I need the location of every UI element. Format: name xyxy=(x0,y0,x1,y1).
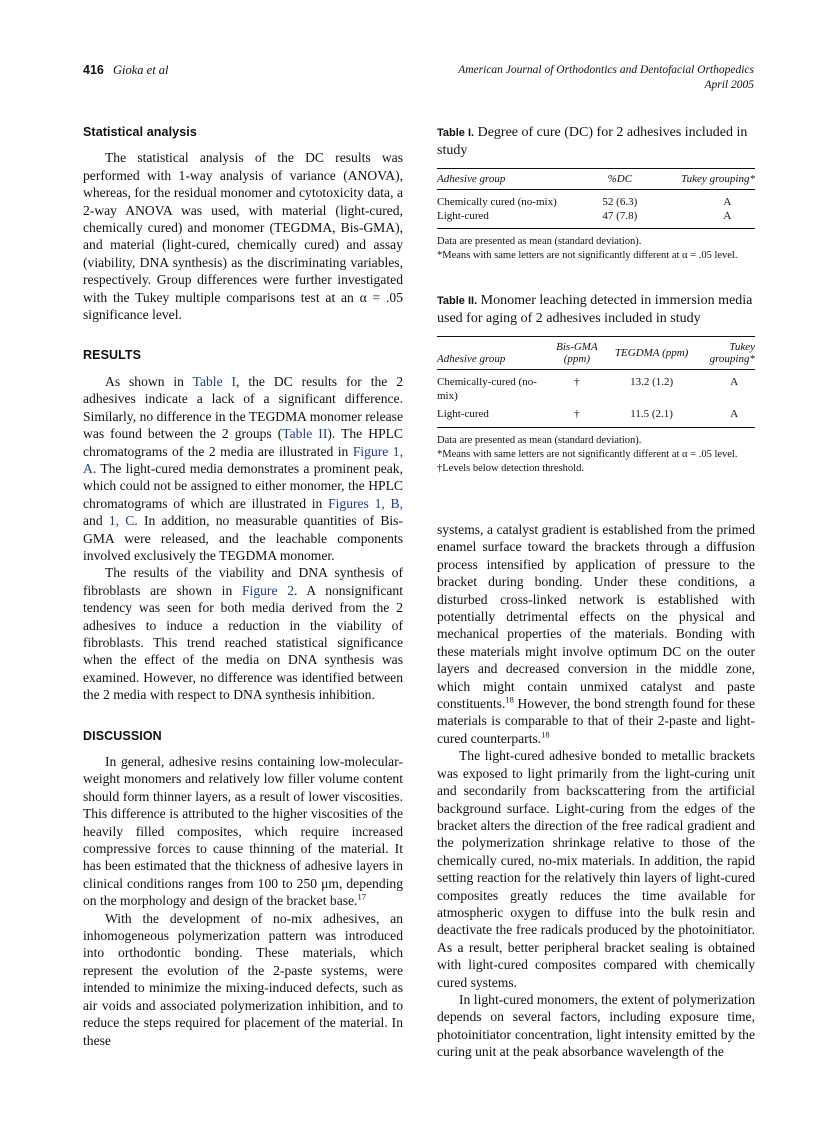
results-heading: RESULTS xyxy=(83,348,142,363)
figure-2-link[interactable]: Figure 2 xyxy=(242,582,295,598)
table-1 xyxy=(437,124,755,263)
table-1-header-group: Adhesive group xyxy=(437,169,580,190)
running-header-left xyxy=(83,63,169,78)
figure-1b-link[interactable]: Figures 1, B, xyxy=(328,495,403,511)
table-1-link[interactable]: Table I xyxy=(192,373,237,389)
journal-issue: April 2005 xyxy=(704,79,754,91)
table-2-header-group: Adhesive group xyxy=(437,337,542,370)
table-row: Chemically cured (no-mix) 52 (6.3) A xyxy=(437,196,732,208)
table-2-caption: Table II. Monomer leaching detected in immersion media used for aging of 2 adhesives included in study xyxy=(437,293,753,326)
table-2-notes: Data are presented as mean (standard deviation). *Means with same letters are not significantly different at α = .05 level. †Levels below detection threshold. xyxy=(437,427,755,475)
table-1-notes: Data are presented as mean (standard deviation). *Means with same letters are not significantly different at α = .05 level. xyxy=(437,228,755,262)
right-paragraph-3: In light-cured monomers, the extent of polymerization depends on several factors, including exposure time, photoinitiator concentration, light intensity emitted by the curing unit at the peak absorbance wavelength of the xyxy=(437,991,755,1060)
discussion-heading: DISCUSSION xyxy=(83,728,162,743)
table-row: Chemically-cured (no-mix) † 13.2 (1.2) A xyxy=(437,376,739,402)
table-2-header-tegdma: TEGDMA (ppm) xyxy=(612,337,692,370)
table-1-header-tukey: Tukey grouping* xyxy=(660,169,755,190)
table-2 xyxy=(437,292,755,476)
discussion-paragraph-2: With the development of no-mix adhesives, an inhomogeneous polymerization pattern was introduced into orthodontic bonding. These materials, which represent the evolution of the 2-paste systems, were intended to minimize the mixing-induced defects, such as air voids and associated polymerization inhibition, and to reduce the steps required for placement of the material. In these xyxy=(83,910,403,1048)
table-1-caption: Table I. Degree of cure (DC) for 2 adhesives included in study xyxy=(437,125,748,158)
table-row: Light-cured 47 (7.8) A xyxy=(437,209,732,222)
reference-18a[interactable]: 18 xyxy=(505,694,514,705)
table-2-link[interactable]: Table II xyxy=(282,426,328,442)
running-authors: Gioka et al xyxy=(112,63,169,77)
discussion-paragraph-1: In general, adhesive resins containing low-molecular-weight monomers and relatively low filler volume content should form thinner layers, as a result of lower viscosities. This difference is attributed to the higher viscosities of the heavily filled composites, which require increased compressive forces to cause thinning of the material. It has been estimated that the thickness of adhesive layers in clinical conditions ranges from 100 to 250 μm, depending on the morphology and design of the bracket base.$^{17}$ xyxy=(83,754,403,909)
table-row: Light-cured † 11.5 (2.1) A xyxy=(437,408,739,420)
table-1-header-dc: %DC xyxy=(580,169,660,190)
right-paragraph-1: systems, a catalyst gradient is established from the primed enamel surface toward the brackets through a diffusion process intensified by application of pressure to the bracket during bonding. Under these conditions, a disturbed cross-linked network is established with potentially detrimental effects on the physical and mechanical properties of the materials. Bonding with these materials might involve optimum DC on the outer layers and decreased conversion in the middle zone, which might contain unmixed catalyst and paste constituents.$^{18}$ However, the bond strength found for these materials is comparable to that of their 2-paste and light-cured counterparts.$^{18}$ xyxy=(437,522,755,746)
table-2-header-bisgma: Bis-GMA (ppm) xyxy=(542,337,612,370)
left-column xyxy=(83,124,403,1049)
running-header-right xyxy=(458,63,754,93)
right-column xyxy=(437,521,755,1061)
stat-paragraph: The statistical analysis of the DC results was performed with 1-way analysis of variance (ANOVA), whereas, for the residual monomer and cytotoxicity data, a 2-way ANOVA was used, with material (light-cured, chemically cured) and monomer (TEGDMA, Bis-GMA), and material (light-cured, chemically cured) and assay (viability, DNA synthesis) as the discriminating variables, respectively. Group differences were further investigated with the Tukey multiple comparisons test at an α = .05 significance level. xyxy=(83,150,403,323)
figure-1a-link[interactable]: Figure 1, A xyxy=(83,443,403,476)
statistical-analysis-heading: Statistical analysis xyxy=(83,125,197,139)
results-paragraph-2: The results of the viability and DNA synthesis of fibroblasts are shown in Figure 2. A nonsignificant tendency was seen for both media derived from the 2 adhesives to induce a reduction in the viability of fibroblasts. This trend reached statistical significance when the effect of the media on DNA synthesis was examined. However, no difference was identified between the 2 media with respect to DNA synthesis inhibition. xyxy=(83,565,403,703)
journal-name: American Journal of Orthodontics and Dentofacial Orthopedics xyxy=(458,64,754,76)
reference-18b[interactable]: 18 xyxy=(541,729,550,740)
table-2-header-tukey: Tukey grouping* xyxy=(691,337,755,370)
reference-17[interactable]: 17 xyxy=(357,891,366,902)
page-number: 416 xyxy=(83,63,104,77)
right-paragraph-2: The light-cured adhesive bonded to metallic brackets was exposed to light primarily from the light-curing unit and secondarily from backscattering from the artificial background surface. Light-curing from the edges of the bracket alters the direction of the free radical gradient and the polymerization shrinkage relative to those of the chemically cured, no-mix materials. In addition, the rapid setting reaction for the relatively thin layers of light-cured composites greatly reduces the time available for atmospheric oxygen to diffuse into the bulk resin and deactivate the free radicals produced by the photoinitiator. As a result, better peripheral bracket sealing is obtained with light-cured composites compared with chemically cured systems. xyxy=(437,748,755,990)
results-paragraph-1: As shown in Table I, the DC results for the 2 adhesives indicate a lack of a significant difference. Similarly, no difference in the TEGDMA monomer release was found between the 2 groups (Table II). The HPLC chromatograms of the 2 media are illustrated in Figure 1, A. The light-cured media demonstrates a prominent peak, which could not be assigned to either monomer, the HPLC chromatograms of which are illustrated in Figures 1, B, and 1, C. In addition, no measurable quantities of Bis-GMA were released, and the leachable components involved exclusively the TEGDMA monomer. xyxy=(83,373,404,563)
figure-1c-link[interactable]: 1, C xyxy=(108,513,135,529)
